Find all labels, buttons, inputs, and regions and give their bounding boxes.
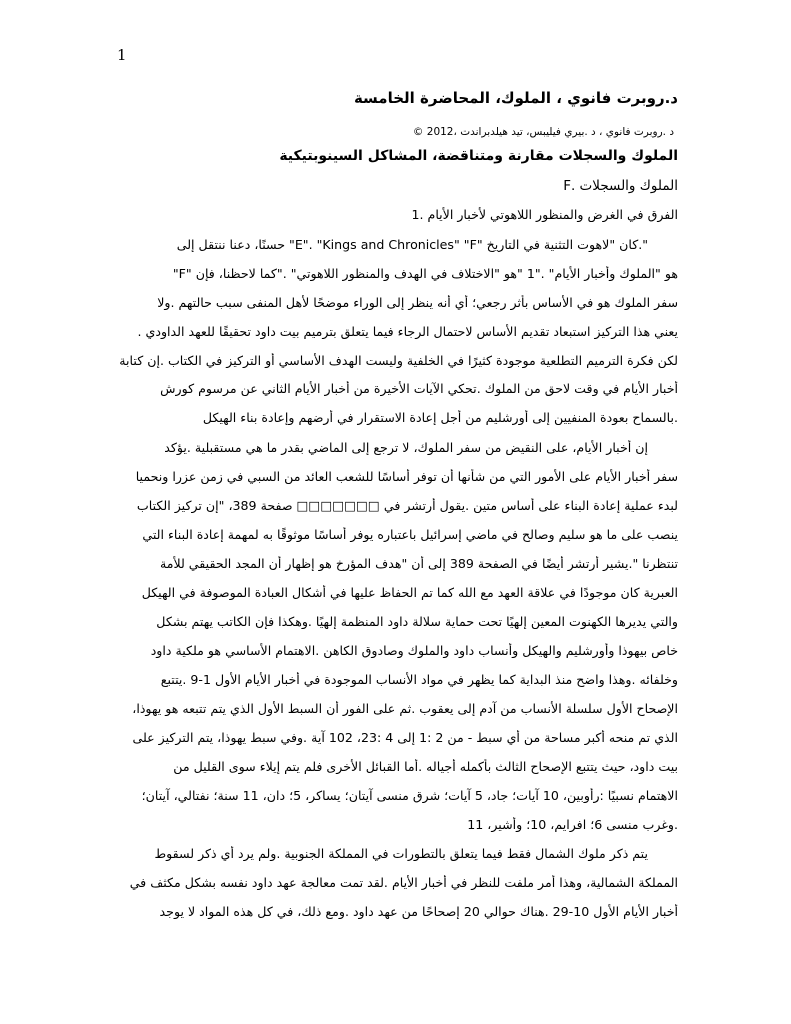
document-title: د.روبرت فانوي ، الملوك، المحاضرة الخامسة — [353, 89, 678, 107]
section-subtitle: الملوك والسجلات مقارنة ومتناقضة، المشاكل السينوبتيكية — [279, 148, 678, 164]
section-heading: الملوك والسجلات .F — [563, 178, 678, 194]
text-line: يعني هذا التركيز استبعاد تقديم الأساس لاحتمال الرجاء فيما يتعلق بترميم بيت داود تحقيقًا للعهد الداودي . — [137, 324, 678, 339]
text-line: يتم ذكر ملوك الشمال فقط فيما يتعلق بالتطورات في المملكة الجنوبية .ولم يرد أي ذكر لسقوط — [154, 846, 648, 861]
text-line: أخبار الأيام في وقت لاحق من الملوك .تحكي الآيات الأخيرة من أخبار الأيام الثاني عن مرسوم كورش — [160, 381, 678, 396]
text-line: إن أخبار الأيام، على النقيض من سفر الملوك، لا ترجع إلى الماضي بقدر ما هي مستقبلية .يؤكد — [164, 440, 648, 455]
text-line: لكن فكرة الترميم التطلعية موجودة كثيرًا في الخلفية وليست الهدف الأساسي أو التركيز في الكتاب .إن كتابة — [119, 353, 678, 368]
text-line: والتي يديرها الكهنوت المعين إلهيًا تحت حماية سلالة داود المنظمة إلهيًا .وهكذا فإن الكاتب يهتم بشكل — [156, 614, 678, 629]
text-line: المملكة الشمالية، وهذا أمر ملفت للنظر في أخبار الأيام .لقد تمت معالجة عهد داود نفسه بشكل مكثف في — [129, 875, 678, 890]
text-line: ".كان "لاهوت التثنية في التاريخ "E". "Kings and Chronicles" "F" حسنًا، دعنا ننتقل إلى — [176, 237, 648, 252]
text-line: الإصحاح الأول سلسلة الأنساب من آدم إلى يعقوب .ثم على الفور أن السبط الأول الذي يتم تتبعه هو يهوذا، — [132, 701, 678, 716]
text-line: الاهتمام نسبيًا :رأوبين، 10 آيات؛ جاد، 5 آيات؛ شرق منسى آيتان؛ يساكر، 5؛ دان، 11 سنة؛ نفتالي، آيتان؛ — [141, 788, 678, 803]
text-line: هو "الملوك وأخبار الأيام" ."1 "هو "الاختلاف في الهدف والمنظور اللاهوتي" ."كما لاحظنا، فإن "F" — [172, 266, 678, 281]
text-line: أخبار الأيام الأول 10-29 .هناك حوالي 20 إصحاحًا من عهد داود .ومع ذلك، في كل هذه المواد لا يوجد — [159, 904, 678, 919]
page-number: 1 — [117, 46, 127, 64]
text-line: سفر أخبار الأيام على الأمور التي من شأنها أن توفر أساسًا للشعب العائد من السبي في زمن عزرا ونحميا — [135, 469, 678, 484]
text-line: ينصب على ما هو سليم وصالح في ماضي إسرائيل باعتباره يوفر أساسًا موثوقًا به لمهمة إعادة البناء التي — [142, 527, 678, 542]
text-line: العبرية كان موجودًا في علاقة العهد مع الله كما تم الحفاظ عليها في أشكال العبادة الموصوفة في الهيكل — [141, 585, 678, 600]
text-line: خاص بيهوذا وأورشليم والهيكل وأنساب داود والملوك وصادوق الكاهن .الاهتمام الأساسي هو ملكية داود — [150, 643, 678, 658]
text-line: سفر الملوك هو في الأساس بأثر رجعي؛ أي أنه ينظر إلى الوراء موضحًا لأهل المنفى سبب حالتهم .ولا — [157, 295, 678, 310]
text-line: الفرق في الغرض والمنظور اللاهوتي لأخبار الأيام .1 — [411, 207, 678, 222]
text-line: لبدء عملية إعادة البناء على أساس متين .يقول أرتشر في □□□□□□□ صفحة 389، "إن تركيز الكتاب — [136, 498, 678, 513]
copyright-line: د .روبرت فانوي ، د .بيري فيليبس، تيد هيلدبراندت ،2012 © — [412, 126, 674, 138]
text-line: وخلفائه .وهذا واضح منذ البداية كما يظهر في مواد الأنساب الموجودة في أخبار الأيام الأول 1-9 .يتتبع — [160, 672, 678, 687]
text-line: الذي تم منحه أكبر مساحة من أي سبط - من 2 :1 إلى 4 :23، 102 آية .وفي سبط يهوذا، يتم التركيز على — [132, 730, 678, 745]
text-line: .وغرب منسى 6؛ افرايم، 10؛ وأشير، 11 — [467, 817, 678, 832]
text-line: .بالسماح بعودة المنفيين إلى أورشليم من أجل إعادة الاستقرار في أرضهم وإعادة بناء الهيكل — [202, 410, 678, 425]
text-line: تنتظرنا ".يشير أرتشر أيضًا في الصفحة 389 إلى أن "هدف المؤرخ هو إظهار أن المجد الحقيقي للأمة — [159, 556, 678, 571]
text-line: بيت داود، حيث يتتبع الإصحاح الثالث بأكمله أجياله .أما القبائل الأخرى فلم يتم إيلاء سوى القليل من — [173, 759, 678, 774]
